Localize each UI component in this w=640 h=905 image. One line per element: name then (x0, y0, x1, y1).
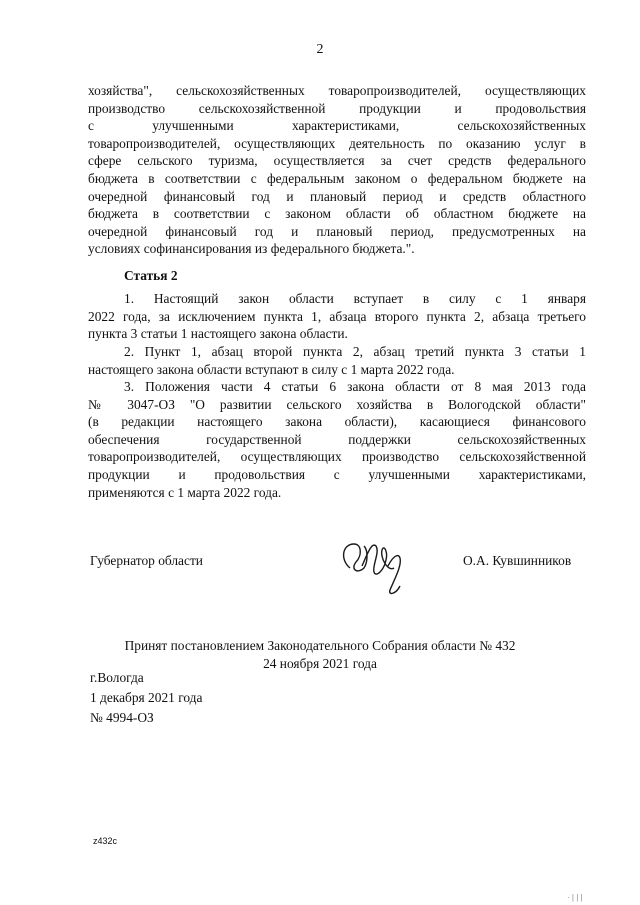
text-line: 2. Пункт 1, абзац второй пункта 2, абзац третий пункта 3 статьи 1 (124, 344, 586, 359)
page-number: 2 (316, 42, 324, 57)
text-line: хозяйства", сельскохозяйственных товаропроизводителей, осуществляющих (88, 83, 586, 98)
corner-marks: · | | | (567, 893, 583, 902)
signatory-name: О.А. Кувшинников (463, 553, 572, 568)
article-item-3 (88, 378, 586, 501)
text-line: (в редакции настоящего закона области), касающиеся финансового (88, 414, 586, 430)
text-line: 2022 года, за исключением пункта 1, абзаца второго пункта 2, абзаца третьего (88, 308, 586, 324)
publication-info (90, 668, 202, 728)
text-line: товаропроизводителей, осуществляющих деятельность по оказанию услуг в (88, 135, 586, 151)
document-code: z432c (93, 836, 118, 846)
text-line: с улучшенными характеристиками, сельскохозяйственных (88, 118, 586, 134)
text-line: очередной финансовый год и плановый период, предусмотренных на (88, 223, 586, 239)
text-line: обеспечения государственной поддержки сельскохозяйственных (88, 431, 586, 447)
paragraph-continuation (88, 82, 586, 258)
article-item-1 (88, 290, 586, 343)
signing-date: 1 декабря 2021 года (90, 690, 203, 705)
adoption-date: 24 ноября 2021 года (263, 655, 377, 671)
article-heading: Статья 2 (124, 268, 178, 283)
place: г.Вологда (90, 670, 144, 685)
adoption-note (0, 637, 640, 672)
text-line: 3. Положения части 4 статьи 6 закона области от 8 мая 2013 года (124, 379, 586, 394)
text-line: настоящего закона области вступают в силу с 1 марта 2022 года. (88, 361, 455, 377)
law-number: № 4994-ОЗ (90, 710, 154, 725)
text-line: 1. Настоящий закон области вступает в силу с 1 января (124, 291, 586, 306)
text-line: сфере сельского туризма, осуществляется за счет средств федерального (88, 153, 586, 169)
text-line: товаропроизводителей, осуществляющих производство сельскохозяйственной (88, 449, 586, 465)
adoption-line: Принят постановлением Законодательного Собрания области № 432 (124, 638, 516, 653)
text-line: продукции и продовольствия с улучшенными характеристиками, (88, 466, 586, 482)
text-line: пункта 3 статьи 1 настоящего закона области. (88, 326, 348, 342)
text-line: № 3047-ОЗ "О развитии сельского хозяйства в Вологодской области" (88, 396, 586, 412)
text-line: бюджета в соответствии с законом области об областном бюджете на (88, 206, 586, 222)
text-line: условиях софинансирования из федерального бюджета.". (88, 241, 415, 257)
text-line: бюджета в соответствии с федеральным законом о федеральном бюджете на (88, 170, 586, 186)
text-line: производство сельскохозяйственной продукции и продовольствия (88, 100, 586, 116)
signatory-title: Губернатор области (90, 553, 203, 568)
article-item-2 (88, 343, 586, 378)
text-line: очередной финансовый год и плановый период и средств областного (88, 188, 586, 204)
text-line: применяются с 1 марта 2022 года. (88, 484, 282, 500)
handwritten-signature-icon (328, 530, 428, 600)
